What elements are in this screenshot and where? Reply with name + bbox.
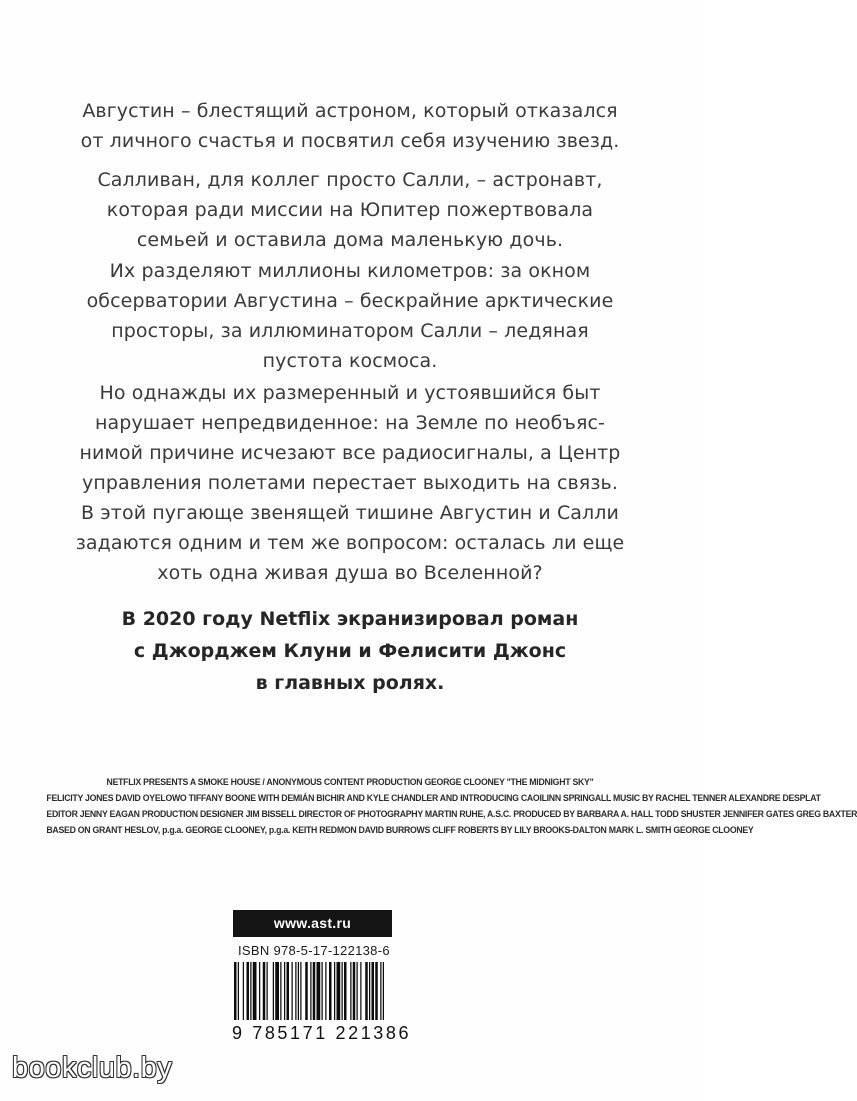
text-line: задаются одним и тем же вопросом: осталась ли еще (75, 532, 625, 554)
promo-line: в главных ролях. (255, 672, 445, 694)
isbn-label: ISBN 978-5-17-122138-6 (238, 943, 390, 958)
netflix-promo (20, 603, 680, 699)
text-line: нарушает непредвиденное: на Земле по необъяс- (95, 412, 605, 434)
billing-line: NETFLIX PRESENTS A SMOKE HOUSE / ANONYMOUS CONTENT PRODUCTION GEORGE CLOONEY "THE MIDNIGHT SKY" (106, 777, 594, 788)
text-line: обсерватории Августина – бескрайние арктические (86, 290, 614, 312)
text-line: которая ради миссии на Юпитер пожертвовала (106, 199, 594, 221)
text-line: хоть одна живая душа во Вселенной? (157, 562, 543, 584)
description-paragraph-1 (20, 96, 680, 156)
text-line: просторы, за иллюминатором Салли – ледяная (111, 320, 589, 342)
text-line: нимой причине исчезают все радиосигналы, а Центр (79, 442, 621, 464)
promo-line: В 2020 году Netflix экранизировал роман (121, 608, 579, 630)
text-line: В этой пугающе звенящей тишине Августин и Салли (81, 502, 619, 524)
watermark: bookclub.by (12, 1052, 173, 1084)
description-paragraph-2 (20, 165, 680, 255)
promo-line: с Джорджем Клуни и Фелисити Джонс (133, 640, 567, 662)
film-billing-block (46, 775, 857, 839)
text-line: от личного счастья и посвятил себя изучению звезд. (80, 130, 620, 152)
publisher-website: www.ast.ru (233, 910, 392, 937)
barcode-icon (232, 962, 422, 1020)
text-line: Их разделяют миллионы километров: за окном (109, 260, 591, 282)
barcode-digits: 9 785171 221386 (232, 1023, 412, 1043)
text-line: Августин – блестящий астроном, который отказался (82, 100, 618, 122)
text-line: пустота космоса. (262, 350, 438, 372)
description-paragraph-4 (20, 378, 680, 588)
billing-line: FELICITY JONES DAVID OYELOWO TIFFANY BOONE WITH DEMIÁN BICHIR AND KYLE CHANDLER AND INTRODUCING CAOILINN SPRINGALL MUSIC BY RACHEL TENNER ALEXANDRE DESPLAT (46, 793, 821, 804)
description-paragraph-3 (20, 256, 680, 376)
text-line: семьей и оставила дома маленькую дочь. (136, 229, 564, 251)
billing-line: EDITOR JENNY EAGAN PRODUCTION DESIGNER JIM BISSELL DIRECTOR OF PHOTOGRAPHY MARTIN RUHE, A.S.C. PRODUCED BY BARBARA A. HALL TODD SHUSTER JENNIFER GATES GREG BAXTER (46, 809, 857, 820)
text-line: управления полетами перестает выходить на связь. (82, 472, 618, 494)
text-line: Но однажды их размеренный и устоявшийся быт (99, 382, 601, 404)
text-line: Салливан, для коллег просто Салли, – астронавт, (97, 169, 603, 191)
billing-line: BASED ON GRANT HESLOV, p.g.a. GEORGE CLOONEY, p.g.a. KEITH REDMON DAVID BURROWS CLIFF ROBERTS BY LILY BROOKS-DALTON MARK L. SMITH GEORGE CLOONEY (46, 825, 754, 836)
